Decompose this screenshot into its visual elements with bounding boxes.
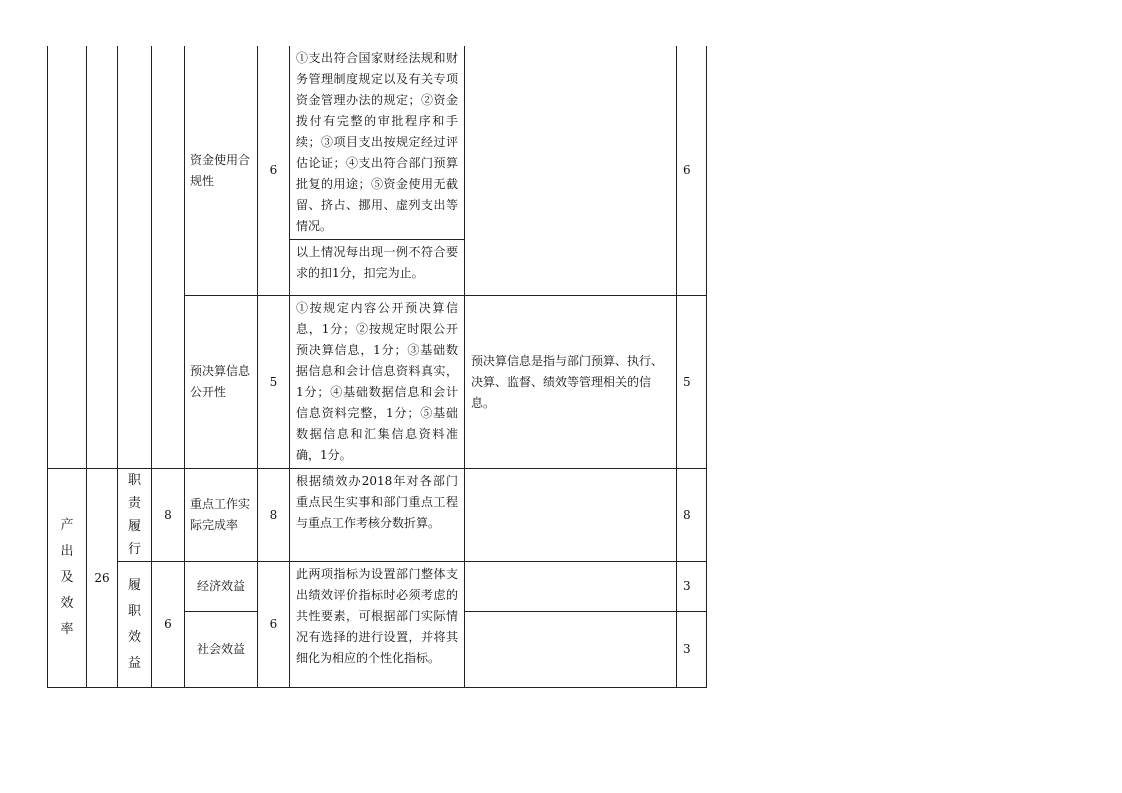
- score-value: 3: [677, 562, 707, 612]
- subcategory-label-cell: [118, 469, 152, 562]
- criteria-text: 此两项指标为设置部门整体支出绩效评价指标时必须考虑的共性要素，可根据部门实际情况有选择的进行设置，并将其细化为相应的个性化指标。: [290, 562, 465, 688]
- category-label-cell: [48, 469, 87, 688]
- subcategory-label-cell: [118, 562, 152, 688]
- note-text: 预决算信息是指与部门预算、执行、决算、监督、绩效等管理相关的信息。: [465, 296, 677, 469]
- indicator-weight: 5: [258, 296, 290, 469]
- score-value: 5: [677, 296, 707, 469]
- note-text: [465, 562, 677, 612]
- note-text: [465, 46, 677, 296]
- indicator-weight: 6: [258, 46, 290, 296]
- subcategory-label: 职责履行: [128, 473, 142, 557]
- category-weight: 26: [87, 469, 118, 688]
- table-row: [48, 562, 707, 612]
- indicator-name: 重点工作实际完成率: [185, 469, 258, 562]
- score-value: 6: [677, 46, 707, 296]
- category-label: 产出及效率: [60, 518, 74, 637]
- indicator-name: 预决算信息公开性: [185, 296, 258, 469]
- criteria-text: ①支出符合国家财经法规和财务管理制度规定以及有关专项资金管理办法的规定；②资金拨付有完整的审批程序和手续；③项目支出按规定经过评估论证；④支出符合部门预算批复的用途；⑤资金使用无截留、挤占、挪用、虚列支出等情况。: [290, 46, 465, 240]
- note-text: [465, 612, 677, 688]
- level2-cell-empty: [118, 46, 152, 469]
- indicator-name: 社会效益: [185, 612, 258, 688]
- subcategory-label: 履职效益: [128, 577, 142, 671]
- level1-cell-empty: [48, 46, 87, 469]
- indicator-name: 资金使用合规性: [185, 46, 258, 296]
- level2-weight-cell-empty: [152, 46, 185, 469]
- score-value: 3: [677, 612, 707, 688]
- deduction-text: 以上情况每出现一例不符合要求的扣1分，扣完为止。: [290, 240, 465, 296]
- level1-weight-cell-empty: [87, 46, 118, 469]
- indicator-weight: 6: [258, 562, 290, 688]
- score-value: 8: [677, 469, 707, 562]
- table-row: [48, 469, 707, 562]
- subcategory-weight: 8: [152, 469, 185, 562]
- note-text: [465, 469, 677, 562]
- indicator-weight: 8: [258, 469, 290, 562]
- table-row: [48, 46, 707, 240]
- indicator-name: 经济效益: [185, 562, 258, 612]
- criteria-text: 根据绩效办2018年对各部门重点民生实事和部门重点工程与重点工作考核分数折算。: [290, 469, 465, 562]
- criteria-text: ①按规定内容公开预决算信息，1分；②按规定时限公开预决算信息，1分；③基础数据信息和会计信息资料真实，1分；④基础数据信息和会计信息资料完整，1分；⑤基础数据信息和汇集信息资料准确，1分。: [290, 296, 465, 469]
- subcategory-weight: 6: [152, 562, 185, 688]
- evaluation-table: [47, 46, 707, 688]
